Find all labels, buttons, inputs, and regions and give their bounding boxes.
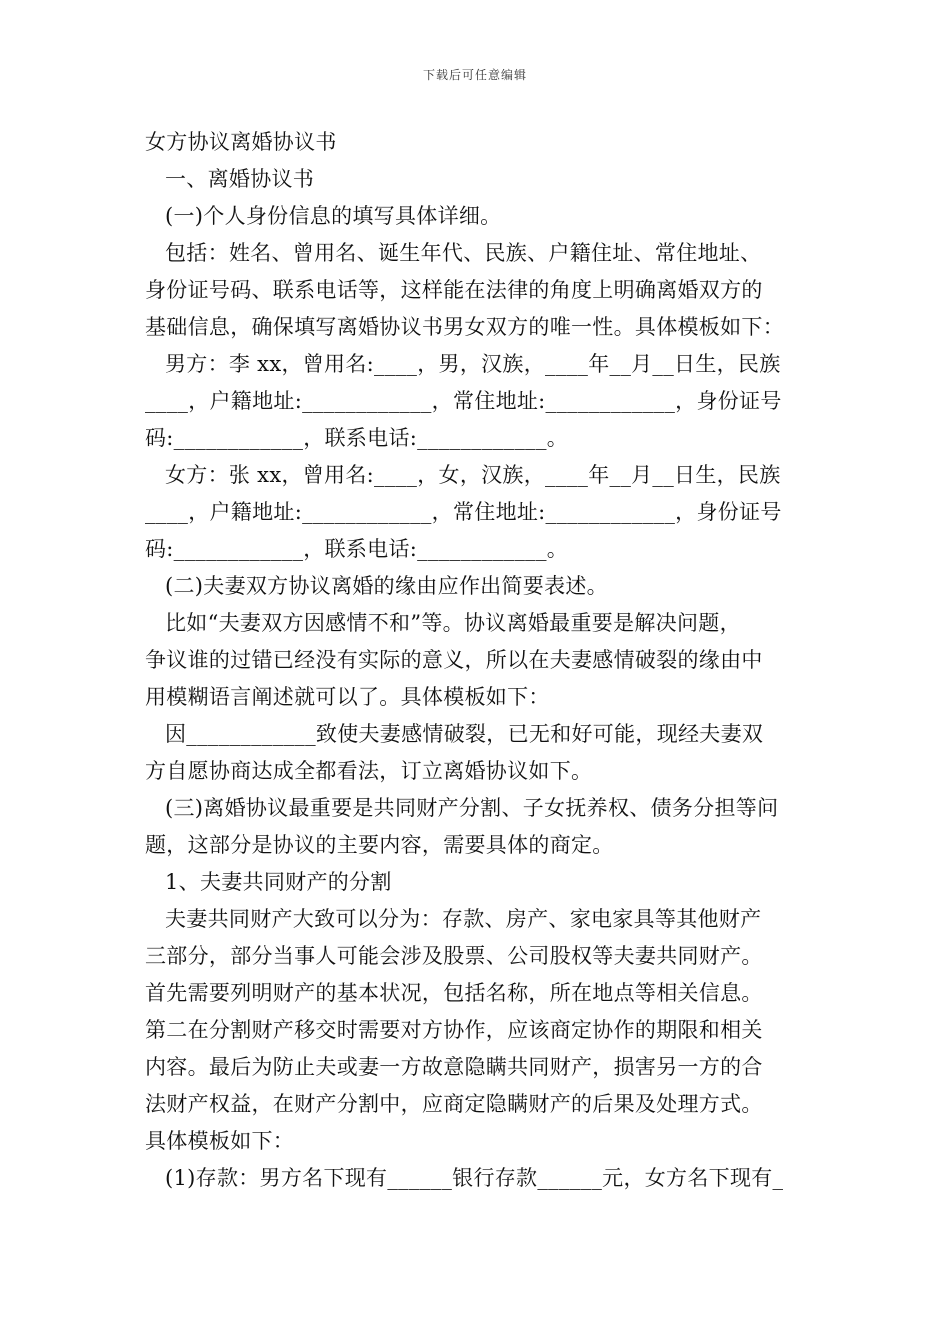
template-line: ____，户籍地址:____________，常住地址:____________，身份证号 [145,389,782,413]
template-line: 码:____________，联系电话:____________。 [145,426,569,450]
paragraph-line: 法财产权益，在财产分割中，应商定隐瞒财产的后果及处理方式。 [145,1092,763,1116]
document-body [145,124,810,1197]
paragraph-line: 比如“夫妻双方因感情不和”等。协议离婚最重要是解决问题， [165,611,741,635]
template-line: 男方：李 xx，曾用名:____，男，汉族，____年__月__日生，民族 [165,352,781,376]
paragraph-line: 首先需要列明财产的基本状况，包括名称，所在地点等相关信息。 [145,981,763,1005]
page-header: 下载后可任意编辑 [422,68,527,82]
document-title: 女方协议离婚协议书 [145,130,337,154]
subsection-heading: (三)离婚协议最重要是共同财产分割、子女抚养权、债务分担等问 [165,796,779,820]
template-line: (1)存款：男方名下现有______银行存款______元，女方名下现有_ [165,1166,784,1190]
template-line: ____，户籍地址:____________，常住地址:____________，身份证号 [145,500,782,524]
template-line: 方自愿协商达成全都看法，订立离婚协议如下。 [145,759,593,783]
template-line: 码:____________，联系电话:____________。 [145,537,569,561]
template-line: 因____________致使夫妻感情破裂，已无和好可能，现经夫妻双 [165,722,764,746]
paragraph-line: 具体模板如下： [145,1129,295,1153]
paragraph-line: 基础信息，确保填写离婚协议书男女双方的唯一性。具体模板如下： [145,315,784,339]
paragraph-line: 夫妻共同财产大致可以分为：存款、房产、家电家具等其他财产 [165,907,762,931]
paragraph-line: 包括：姓名、曾用名、诞生年代、民族、户籍住址、常住地址、 [165,241,762,265]
paragraph-line: 三部分，部分当事人可能会涉及股票、公司股权等夫妻共同财产。 [145,944,763,968]
subsection-heading: (一)个人身份信息的填写具体详细。 [165,204,502,228]
section-heading: 一、离婚协议书 [165,167,315,191]
paragraph-line: 用模糊语言阐述就可以了。具体模板如下： [145,685,550,709]
template-line: 女方：张 xx，曾用名:____，女，汉族，____年__月__日生，民族 [165,463,781,487]
paragraph-line: 内容。最后为防止夫或妻一方故意隐瞒共同财产，损害另一方的合 [145,1055,763,1079]
paragraph-line: 题，这部分是协议的主要内容，需要具体的商定。 [145,833,614,857]
subsection-heading: (二)夫妻双方协议离婚的缘由应作出简要表述。 [165,574,608,598]
paragraph-line: 争议谁的过错已经没有实际的意义，所以在夫妻感情破裂的缘由中 [145,648,763,672]
item-heading: 1、夫妻共同财产的分割 [165,870,392,894]
paragraph-line: 身份证号码、联系电话等，这样能在法律的角度上明确离婚双方的 [145,278,763,302]
paragraph-line: 第二在分割财产移交时需要对方协作，应该商定协作的期限和相关 [145,1018,763,1042]
